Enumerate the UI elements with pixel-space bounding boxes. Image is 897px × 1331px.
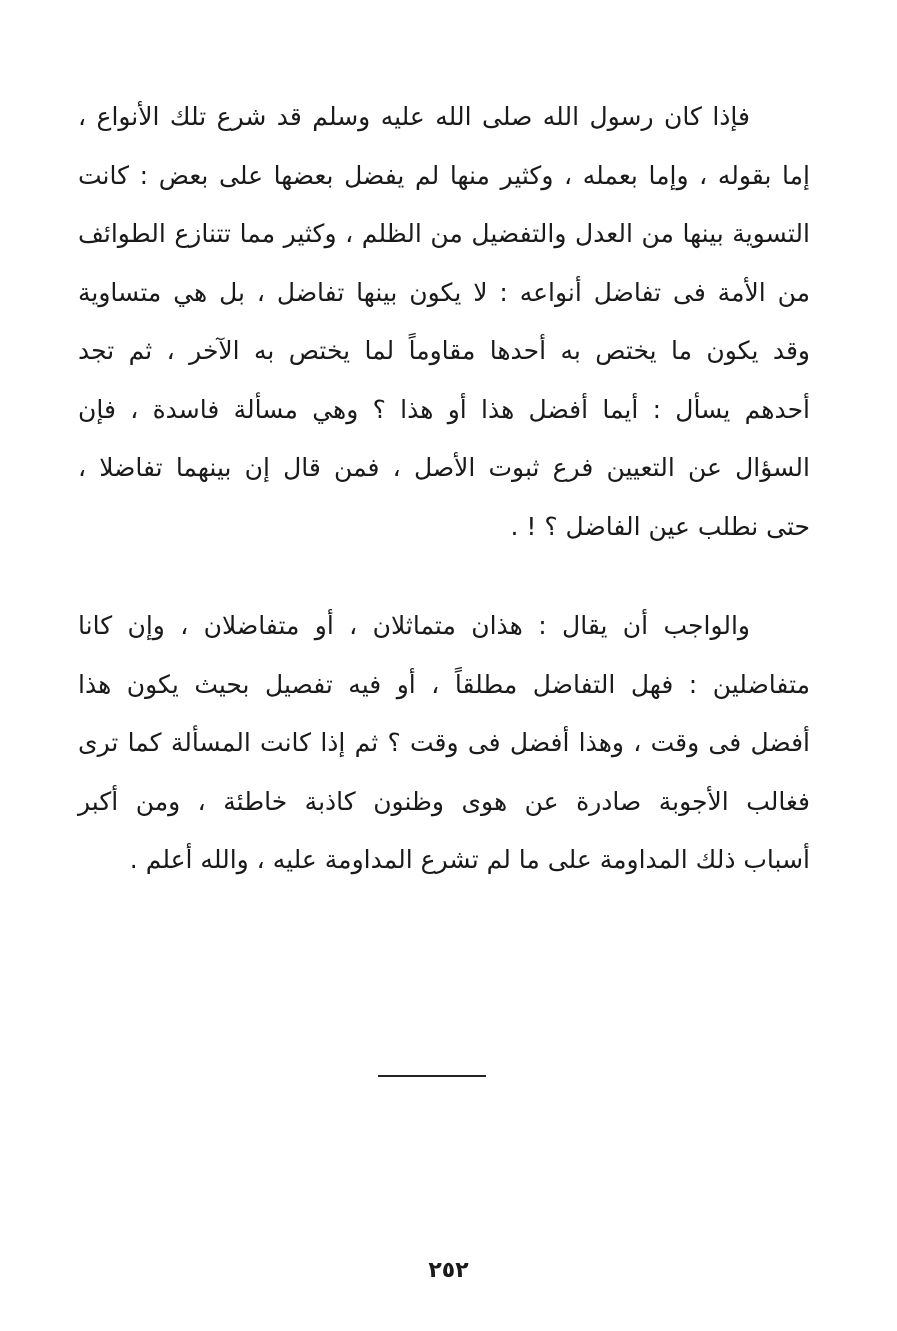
paragraph-line: إما بقوله ، وإما بعمله ، وكثير منها لم يفضل بعضها على بعض : كانت xyxy=(78,160,810,190)
paragraph-line: أفضل فى وقت ، وهذا أفضل فى وقت ؟ ثم إذا كانت المسألة كما ترى xyxy=(78,728,810,757)
paragraph-line: من الأمة فى تفاضل أنواعه : لا يكون بينها تفاضل ، بل هي متساوية xyxy=(78,277,810,307)
paragraph-line: التسوية بينها من العدل والتفضيل من الظلم ، وكثير مما تتنازع الطوائف xyxy=(78,219,810,248)
paragraph-line: فغالب الأجوبة صادرة عن هوى وظنون كاذبة خاطئة ، ومن أكبر xyxy=(78,786,810,816)
paragraph-line: وقد يكون ما يختص به أحدها مقاوماً لما يختص به الآخر ، ثم تجد xyxy=(78,336,810,365)
paragraph-1 xyxy=(78,88,810,556)
paragraph-line: والواجب أن يقال : هذان متماثلان ، أو متفاضلان ، وإن كانا xyxy=(78,611,750,640)
paragraph-line: فإذا كان رسول الله صلى الله عليه وسلم قد شرع تلك الأنواع ، xyxy=(78,102,750,131)
paragraph-line: متفاضلين : فهل التفاضل مطلقاً ، أو فيه تفصيل بحيث يكون هذا xyxy=(78,669,810,699)
paragraph-line: أحدهم يسأل : أيما أفضل هذا أو هذا ؟ وهي مسألة فاسدة ، فإن xyxy=(78,394,810,424)
paragraph-line: حتى نطلب عين الفاضل ؟ ! . xyxy=(510,511,810,541)
paragraph-line: السؤال عن التعيين فرع ثبوت الأصل ، فمن قال إن بينهما تفاضلا ، xyxy=(78,453,810,482)
paragraph-2 xyxy=(78,597,810,890)
page-number: ٢٥٢ xyxy=(428,1258,469,1283)
paragraph-line: أسباب ذلك المداومة على ما لم تشرع المداومة عليه ، والله أعلم . xyxy=(129,845,810,874)
section-divider xyxy=(378,1075,486,1077)
